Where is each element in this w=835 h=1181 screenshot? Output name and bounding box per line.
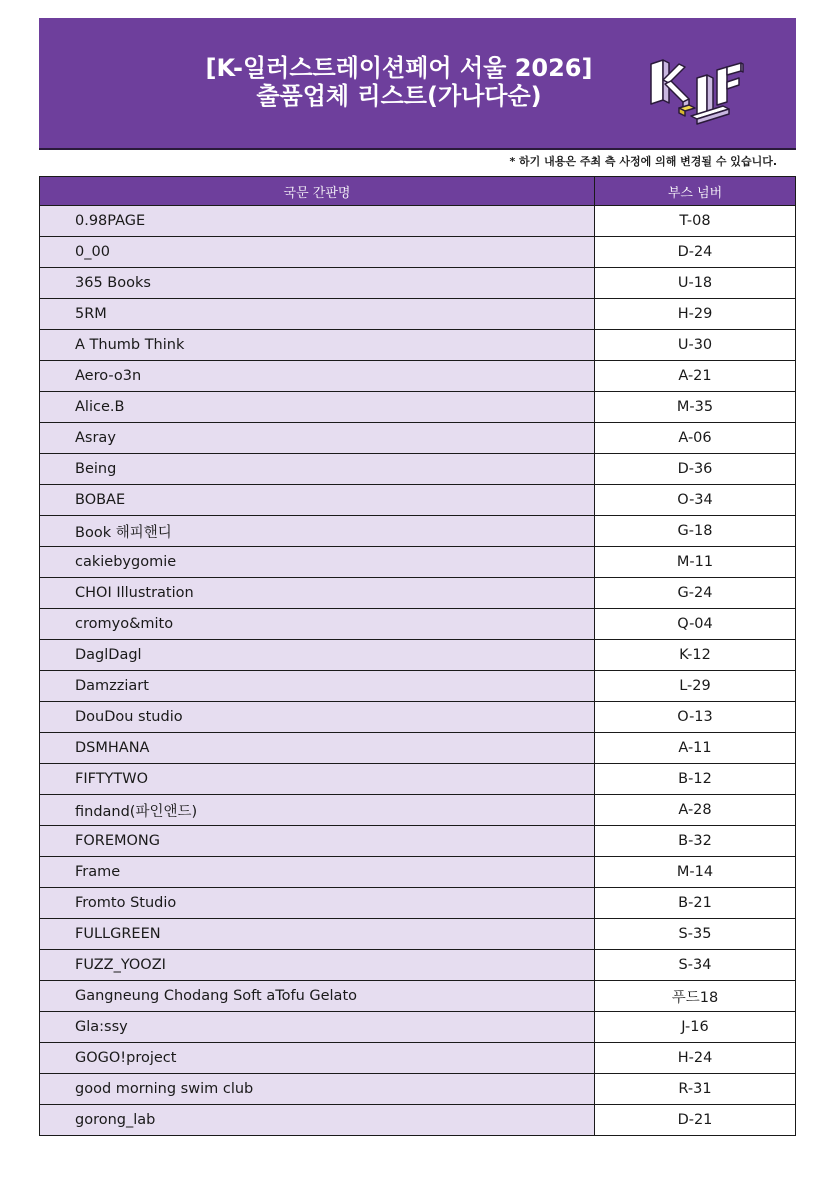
- exhibitor-name: 0_00: [40, 237, 595, 267]
- exhibitor-name: DSMHANA: [40, 733, 595, 763]
- table-row: [40, 236, 795, 267]
- booth-number: B-32: [595, 826, 795, 856]
- header-booth: 부스 넘버: [595, 177, 795, 205]
- exhibitor-name: good morning swim club: [40, 1074, 595, 1104]
- table-row: [40, 732, 795, 763]
- exhibitor-name: Alice.B: [40, 392, 595, 422]
- booth-number: A-28: [595, 795, 795, 825]
- booth-number: U-30: [595, 330, 795, 360]
- booth-number: U-18: [595, 268, 795, 298]
- page-title: [129, 54, 669, 110]
- booth-number: J-16: [595, 1012, 795, 1042]
- table-row: [40, 267, 795, 298]
- table-row: [40, 918, 795, 949]
- table-row: [40, 1011, 795, 1042]
- exhibitor-name: findand(파인앤드): [40, 795, 595, 825]
- booth-number: T-08: [595, 206, 795, 236]
- exhibitor-table: [39, 176, 796, 1136]
- exhibitor-name: DouDou studio: [40, 702, 595, 732]
- exhibitor-name: DaglDagl: [40, 640, 595, 670]
- booth-number: D-24: [595, 237, 795, 267]
- exhibitor-name: Gangneung Chodang Soft aTofu Gelato: [40, 981, 595, 1011]
- booth-number: A-21: [595, 361, 795, 391]
- title-line-1: [K-일러스트레이션페어 서울 2026]: [205, 54, 593, 82]
- table-row: [40, 1042, 795, 1073]
- booth-number: L-29: [595, 671, 795, 701]
- table-row: [40, 577, 795, 608]
- table-row: [40, 825, 795, 856]
- exhibitor-name: FIFTYTWO: [40, 764, 595, 794]
- booth-number: B-12: [595, 764, 795, 794]
- table-header-row: [40, 177, 795, 205]
- title-line-2: 출품업체 리스트(가나다순): [256, 82, 542, 110]
- exhibitor-name: cromyo&mito: [40, 609, 595, 639]
- notice-text: * 하기 내용은 주최 측 사정에 의해 변경될 수 있습니다.: [509, 155, 777, 168]
- exhibitor-name: Asray: [40, 423, 595, 453]
- exhibitor-name: Being: [40, 454, 595, 484]
- booth-number: D-21: [595, 1105, 795, 1135]
- booth-number: M-35: [595, 392, 795, 422]
- table-row: [40, 298, 795, 329]
- exhibitor-name: FULLGREEN: [40, 919, 595, 949]
- booth-number: R-31: [595, 1074, 795, 1104]
- table-row: [40, 453, 795, 484]
- exhibitor-name: cakiebygomie: [40, 547, 595, 577]
- exhibitor-name: FOREMONG: [40, 826, 595, 856]
- booth-number: 푸드18: [595, 981, 795, 1011]
- exhibitor-name: CHOI Illustration: [40, 578, 595, 608]
- table-row: [40, 794, 795, 825]
- exhibitor-name: BOBAE: [40, 485, 595, 515]
- table-row: [40, 422, 795, 453]
- booth-number: O-34: [595, 485, 795, 515]
- exhibitor-name: A Thumb Think: [40, 330, 595, 360]
- table-row: [40, 639, 795, 670]
- table-row: [40, 360, 795, 391]
- booth-number: G-24: [595, 578, 795, 608]
- booth-number: A-11: [595, 733, 795, 763]
- table-row: [40, 329, 795, 360]
- exhibitor-name: Frame: [40, 857, 595, 887]
- booth-number: S-34: [595, 950, 795, 980]
- booth-number: H-24: [595, 1043, 795, 1073]
- exhibitor-name: 5RM: [40, 299, 595, 329]
- table-row: [40, 515, 795, 546]
- table-row: [40, 608, 795, 639]
- exhibitor-name: 365 Books: [40, 268, 595, 298]
- header-banner: [39, 18, 796, 150]
- booth-number: K-12: [595, 640, 795, 670]
- table-row: [40, 763, 795, 794]
- exhibitor-name: Book 해피핸디: [40, 516, 595, 546]
- booth-number: D-36: [595, 454, 795, 484]
- exhibitor-name: Gla:ssy: [40, 1012, 595, 1042]
- table-row: [40, 1073, 795, 1104]
- table-row: [40, 701, 795, 732]
- table-row: [40, 205, 795, 236]
- exhibitor-name: Fromto Studio: [40, 888, 595, 918]
- booth-number: B-21: [595, 888, 795, 918]
- table-row: [40, 856, 795, 887]
- booth-number: M-11: [595, 547, 795, 577]
- exhibitor-name: GOGO!project: [40, 1043, 595, 1073]
- exhibitor-name: Damzziart: [40, 671, 595, 701]
- table-row: [40, 980, 795, 1011]
- booth-number: G-18: [595, 516, 795, 546]
- exhibitor-name: FUZZ_YOOZI: [40, 950, 595, 980]
- exhibitor-name: gorong_lab: [40, 1105, 595, 1135]
- exhibitor-name: 0.98PAGE: [40, 206, 595, 236]
- table-row: [40, 949, 795, 980]
- booth-number: M-14: [595, 857, 795, 887]
- table-row: [40, 484, 795, 515]
- table-row: [40, 391, 795, 422]
- booth-number: O-13: [595, 702, 795, 732]
- table-row: [40, 1104, 795, 1135]
- table-row: [40, 887, 795, 918]
- booth-number: A-06: [595, 423, 795, 453]
- exhibitor-name: Aero-o3n: [40, 361, 595, 391]
- header-name: 국문 간판명: [40, 177, 595, 205]
- table-row: [40, 546, 795, 577]
- kilf-logo-icon: [645, 50, 745, 130]
- booth-number: Q-04: [595, 609, 795, 639]
- booth-number: H-29: [595, 299, 795, 329]
- table-row: [40, 670, 795, 701]
- booth-number: S-35: [595, 919, 795, 949]
